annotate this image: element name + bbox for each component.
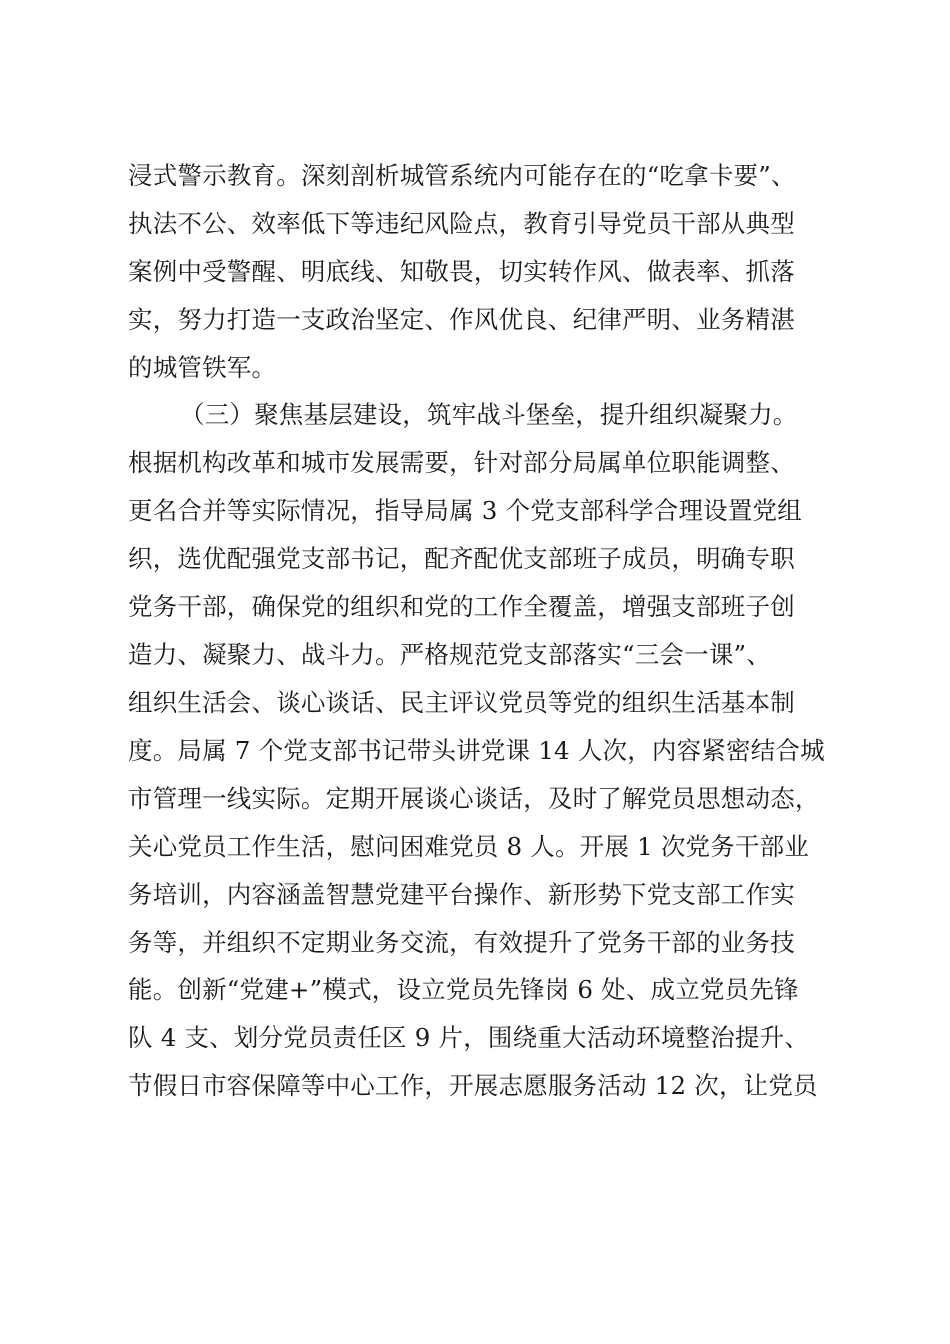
text-line-10: 党务干部，确保党的组织和党的工作全覆盖，增强支部班子创	[128, 592, 795, 621]
text-line-7: 根据机构改革和城市发展需要，针对部分局属单位职能调整、	[128, 448, 795, 477]
text-line-1: 浸式警示教育。深刻剖析城管系统内可能存在的“吃拿卡要”、	[128, 161, 796, 190]
text-line-2: 执法不公、效率低下等违纪风险点，教育引导党员干部从典型	[128, 209, 795, 238]
text-line-3: 案例中受警醒、明底线、知敬畏，切实转作风、做表率、抓落	[128, 257, 795, 286]
text-line-4: 实，努力打造一支政治坚定、作风优良、纪律严明、业务精湛	[128, 305, 795, 334]
text-line-19: 队 4 支、划分党员责任区 9 片，围绕重大活动环境整治提升、	[128, 1023, 810, 1052]
text-line-14: 市管理一线实际。定期开展谈心谈话，及时了解党员思想动态，	[128, 784, 820, 813]
text-line-9: 织，选优配强党支部书记，配齐配优支部班子成员，明确专职	[128, 544, 795, 573]
section-heading: （三）聚焦基层建设，筑牢战斗堡垒，提升组织凝聚力。	[180, 400, 798, 429]
text-line-20: 节假日市容保障等中心工作，开展志愿服务活动 12 次，让党员	[128, 1071, 818, 1100]
text-line-16: 务培训，内容涵盖智慧党建平台操作、新形势下党支部工作实	[128, 880, 795, 909]
text-line-5: 的城管铁军。	[128, 353, 277, 382]
text-line-13: 度。局属 7 个党支部书记带头讲党课 14 人次，内容紧密结合城	[128, 736, 825, 765]
text-line-12: 组织生活会、谈心谈话、民主评议党员等党的组织生活基本制	[128, 688, 795, 717]
text-line-11: 造力、凝聚力、战斗力。严格规范党支部落实“三会一课”、	[128, 640, 771, 669]
text-line-18: 能。创新“党建+”模式，设立党员先锋岗 6 处、成立党员先锋	[128, 975, 799, 1004]
text-line-8: 更名合并等实际情况，指导局属 3 个党支部科学合理设置党组	[128, 496, 802, 525]
text-line-17: 务等，并组织不定期业务交流，有效提升了党务干部的业务技	[128, 928, 795, 957]
text-line-15: 关心党员工作生活，慰问困难党员 8 人。开展 1 次党务干部业	[128, 832, 810, 861]
